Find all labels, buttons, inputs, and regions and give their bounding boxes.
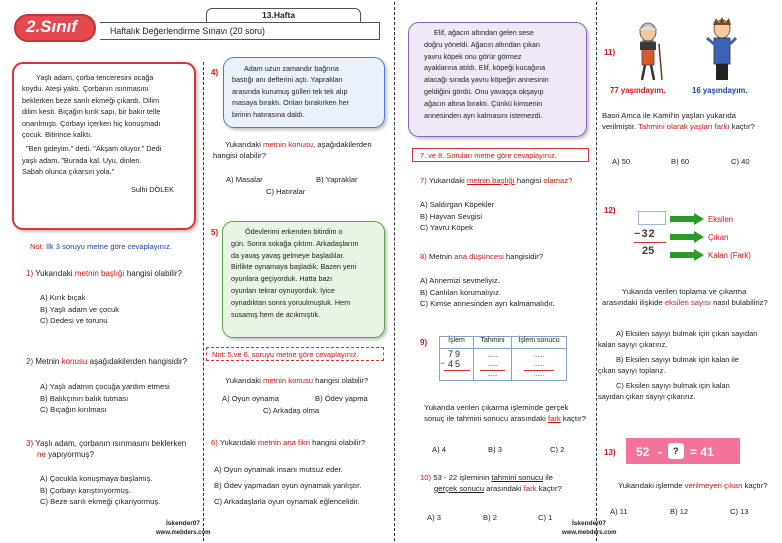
- q12-divider: [634, 242, 666, 243]
- q10-option-c[interactable]: C) 1: [538, 513, 553, 522]
- q13-minuend: 52: [636, 445, 650, 459]
- q9-estimate-cell: ...... ...... ......: [474, 349, 512, 381]
- q12-kalan-value: 25: [642, 245, 655, 257]
- q3-option-c[interactable]: C) Beze sarılı ekmeği çıkarıyormuş.: [40, 497, 161, 506]
- question-3: 3) Yaşlı adam, çorbanın ısınmasını beklerken ne yapıyormuş?: [26, 439, 187, 459]
- q8-option-c[interactable]: C) Kimse annesinden ayrı kalmamalıdır.: [420, 299, 555, 308]
- q12-eksilen-box: [638, 211, 666, 225]
- q11-option-b[interactable]: B) 60: [671, 157, 690, 166]
- arrow-eksilen-icon: [670, 214, 704, 224]
- q13-option-b[interactable]: B) 12: [670, 507, 689, 516]
- q6-option-a[interactable]: A) Oyun oynamak insanı mutsuz eder.: [214, 465, 343, 474]
- question-10: 10) 53 - 22 işleminin tahmini sonucu ile gerçek sonucu arasındaki fark kaçtır?: [420, 473, 562, 493]
- note-1: Not: İlk 3 soruyu metne göre cevaplayınız.: [30, 242, 172, 251]
- q7-option-b[interactable]: B) Hayvan Sevgisi: [420, 211, 483, 221]
- q8-option-b[interactable]: B) Canlıları korumalıyız.: [420, 287, 502, 297]
- q6-option-b[interactable]: B) Ödev yapmadan oyun oynamak yanlıştır.: [214, 481, 362, 490]
- q5-option-b[interactable]: B) Ödev yapma: [315, 394, 368, 403]
- q11-option-a[interactable]: A) 50: [612, 157, 631, 166]
- q9-header-islem: İşlem: [440, 337, 474, 349]
- q11-option-c[interactable]: C) 40: [731, 157, 750, 166]
- q9-subtrahend: 45: [448, 359, 463, 369]
- q1-option-a[interactable]: A) Kırık bıçak: [40, 293, 86, 302]
- q4-number: 4): [211, 68, 219, 77]
- q13-result: = 41: [690, 445, 714, 459]
- q5-number: 5): [211, 228, 219, 237]
- old-man-illustration: [626, 20, 670, 84]
- q1-option-c[interactable]: C) Dedesi ve torunu: [40, 316, 108, 325]
- label-eksilen: Eksilen: [708, 215, 734, 224]
- q12-option-a[interactable]: A) Eksilen sayıyı bulmak için çıkan sayıdan kalan sayıyı çıkarırız.: [598, 329, 758, 349]
- question-2: 2) Metnin konusu aşağıdakilerden hangisidir?: [26, 357, 188, 366]
- q12-number: 12): [604, 206, 616, 215]
- q8-option-a[interactable]: A) Annemizi sevmeliyiz.: [420, 276, 500, 285]
- question-5: Yukarıdaki metnin konusu hangisi olabilir?: [225, 376, 369, 385]
- q1-options[interactable]: [40, 292, 119, 327]
- q13-option-a[interactable]: A) 11: [610, 507, 628, 516]
- q6-option-c[interactable]: C) Arkadaşlarla oyun oynamak eğlencelidir.: [214, 497, 360, 506]
- column-divider-2: [394, 2, 395, 541]
- q4-option-a[interactable]: A) Masalar: [226, 175, 263, 184]
- grade-label: 2.Sınıf: [26, 17, 78, 36]
- header-bar: [14, 8, 384, 46]
- question-11: Basri Amca ile Kamil'in yaşları yukarıda verilmiştir. Tahmini olarak yaşları farkı kaçtır?: [602, 111, 755, 131]
- q3-option-a[interactable]: A) Çocukla konuşmaya başlamış.: [40, 474, 153, 483]
- q9-operation-cell: [440, 349, 474, 381]
- footer-author-right: İskender07: [572, 520, 606, 527]
- q3-options[interactable]: [40, 473, 160, 508]
- q1-option-b[interactable]: B) Yaşlı adam ve çocuk: [40, 304, 120, 314]
- young-man-illustration: [702, 16, 742, 84]
- q2-option-c[interactable]: C) Bıçağın kırılması: [40, 405, 107, 414]
- q2-option-b[interactable]: B) Balıkçının balık tutması: [40, 393, 129, 403]
- q9-option-b[interactable]: B) 3: [488, 445, 502, 454]
- arrow-kalan-icon: [670, 250, 704, 260]
- age-left: 77 yaşındayım.: [610, 86, 666, 95]
- note-3: 7. ve 8. Soruları metne göre cevaplayınız.: [420, 151, 557, 160]
- question-8: 8) Metnin ana düşüncesi hangisidir?: [420, 252, 544, 261]
- q9-result-cell: ...... ...... ......: [512, 349, 567, 381]
- footer-author-left: İskender07: [166, 520, 200, 527]
- question-6: 6) Yukarıdaki metnin ana fikri hangisi olabilir?: [211, 438, 366, 447]
- q9-header-sonuc: İşlem sonucu: [512, 337, 567, 349]
- q7-options[interactable]: [420, 199, 494, 234]
- q9-option-c[interactable]: C) 2: [550, 445, 565, 454]
- note-2: Not: 5.ve 6. soruyu metne göre cevaplayınız.: [212, 350, 359, 359]
- q2-options[interactable]: [40, 381, 170, 416]
- q4-option-b[interactable]: B) Yapraklar: [316, 175, 358, 184]
- q12-option-c[interactable]: C) Eksilen sayıyı bulmak için kalan sayıdan çıkan sayıyı çıkarırız.: [598, 381, 730, 401]
- question-1: 1) Yukarıdaki metnin başlığı hangisi olabilir?: [26, 269, 182, 278]
- question-7: 7) Yukarıdaki metnin başlığı hangisi olamaz?: [420, 176, 573, 185]
- q13-blank: ?: [673, 446, 679, 456]
- q11-number: 11): [604, 48, 616, 57]
- q6-options[interactable]: [214, 462, 361, 510]
- q9-option-a[interactable]: A) 4: [432, 445, 446, 454]
- q9-estimation-table: [439, 336, 567, 381]
- q9-minus-sign: −: [440, 358, 446, 368]
- label-cikan: Çıkan: [708, 233, 729, 242]
- q7-option-c[interactable]: C) Yavru Köpek: [420, 223, 473, 232]
- q12-option-b[interactable]: B) Eksilen sayıyı bulmak için kalan ile çıkan sayıyı toplarız.: [598, 355, 739, 375]
- q13-option-c[interactable]: C) 13: [730, 507, 749, 516]
- column-divider-3: [596, 2, 597, 541]
- q2-option-a[interactable]: A) Yaşlı adamın çocuğa yardım etmesi: [40, 382, 170, 391]
- q5-option-c[interactable]: C) Arkadaş olma: [263, 406, 320, 415]
- q9-number: 9): [420, 338, 428, 347]
- question-9: Yukarıda verilen çıkarma işleminde gerçek sonuç ile tahmini sonucu arasındaki fark kaçtır?: [424, 403, 586, 423]
- q13-operator: -: [658, 445, 662, 459]
- story-5-text: Ödevlerimi erkenden bitirdim o gün. Sonra sokağa çıktım. Arkadaşlarım da yavaş yavaş gelmeye başladılar. Birlikte oynamaya başladık. Bazen yeni oyunlara geçiyorduk. Hatta bazı oyunları tekrar oynuyorduk. İyice oynadıktan sonra yoruulmuştuk. Hem susamış hem de acıkmıştık.: [231, 227, 359, 319]
- story-1-text: Yaşlı adam, çorba tenceresini ocağa koydu. Ateşi yaktı. Çorbanın ısınmasını beklerken beze sarılı ekmeği çıkardı. Dilim dilim kesti. Bıçağın kırık sapı, bir bakır telle onarılmıştı. Çorbayı içerken hiç konuşmadı çocuk. Bitirince kalktı. "Ben gideyim." dedi. "Akşam oluyor." Dedi yaşlı adam. "Burada kal. Uyu, dinlen. Sabah olunca çıkarsın yola." Sulhi DÖLEK: [22, 73, 174, 194]
- story-7-text: Elif, ağacın altından gelen sese doğru yöneldi. Ağacın altından çıkan yavru köpek onu görür görmez ayaklarına atıldı. Elif, köpeği kucağına alacağı sırada yavru köpeğin annesinin geldiğini gördü. Onu yavaşça okşayıp ağacın altına bıraktı. Çünkü kimsenin annesinden ayrı kalmasını istemezdi.: [424, 28, 549, 120]
- footer-site-left: www.mebders.com: [156, 530, 211, 536]
- question-12: Yukarıda verilen toplama ve çıkarma arasındaki ilişkide eksilen sayısı nasıl bulabiliriz?: [602, 287, 768, 307]
- q12-options[interactable]: [598, 328, 757, 402]
- q5-option-a[interactable]: A) Oyun oynama: [222, 394, 279, 403]
- q4-option-c[interactable]: C) Hatıralar: [266, 187, 306, 196]
- label-kalan: Kalan (Fark): [708, 251, 751, 260]
- story-4-text: Adam uzun zamandır bağrına bastığı anı defterini açtı. Yaprakları arasında kurumuş gülleri tek tek alıp masaya bıraktı. Onları bırakırken her birinin hatırasına daldı.: [232, 64, 350, 119]
- column-divider-1: [203, 62, 204, 541]
- q12-minus-sign: −: [634, 228, 642, 240]
- q9-minuend: 79: [448, 349, 463, 359]
- week-label: 13.Hafta: [262, 10, 296, 20]
- age-right: 16 yaşındayım.: [692, 86, 748, 95]
- q10-option-a[interactable]: A) 3: [427, 513, 441, 522]
- question-4: Yukarıdaki metnin konusu, aşağıdakilerden hangisi olabilir?: [213, 140, 372, 160]
- q13-number: 13): [604, 448, 616, 457]
- q12-cikan-value: −32: [634, 228, 656, 240]
- arrow-cikan-icon: [670, 232, 704, 242]
- footer-site-right: www.mebders.com: [562, 530, 617, 536]
- q9-header-tahmini: Tahmini: [474, 337, 512, 349]
- q8-options[interactable]: [420, 275, 555, 310]
- q7-option-a[interactable]: A) Saldırgan Köpekler: [420, 200, 495, 209]
- q3-option-b[interactable]: B) Çorbayı karıştırıyormuş.: [40, 485, 131, 495]
- question-13: Yukarıdaki işlemde verilmeyen çıkan kaçtır?: [618, 481, 768, 490]
- exam-title: Haftalık Değerlendirme Sınavı (20 soru): [110, 26, 265, 36]
- q10-option-b[interactable]: B) 2: [483, 513, 497, 522]
